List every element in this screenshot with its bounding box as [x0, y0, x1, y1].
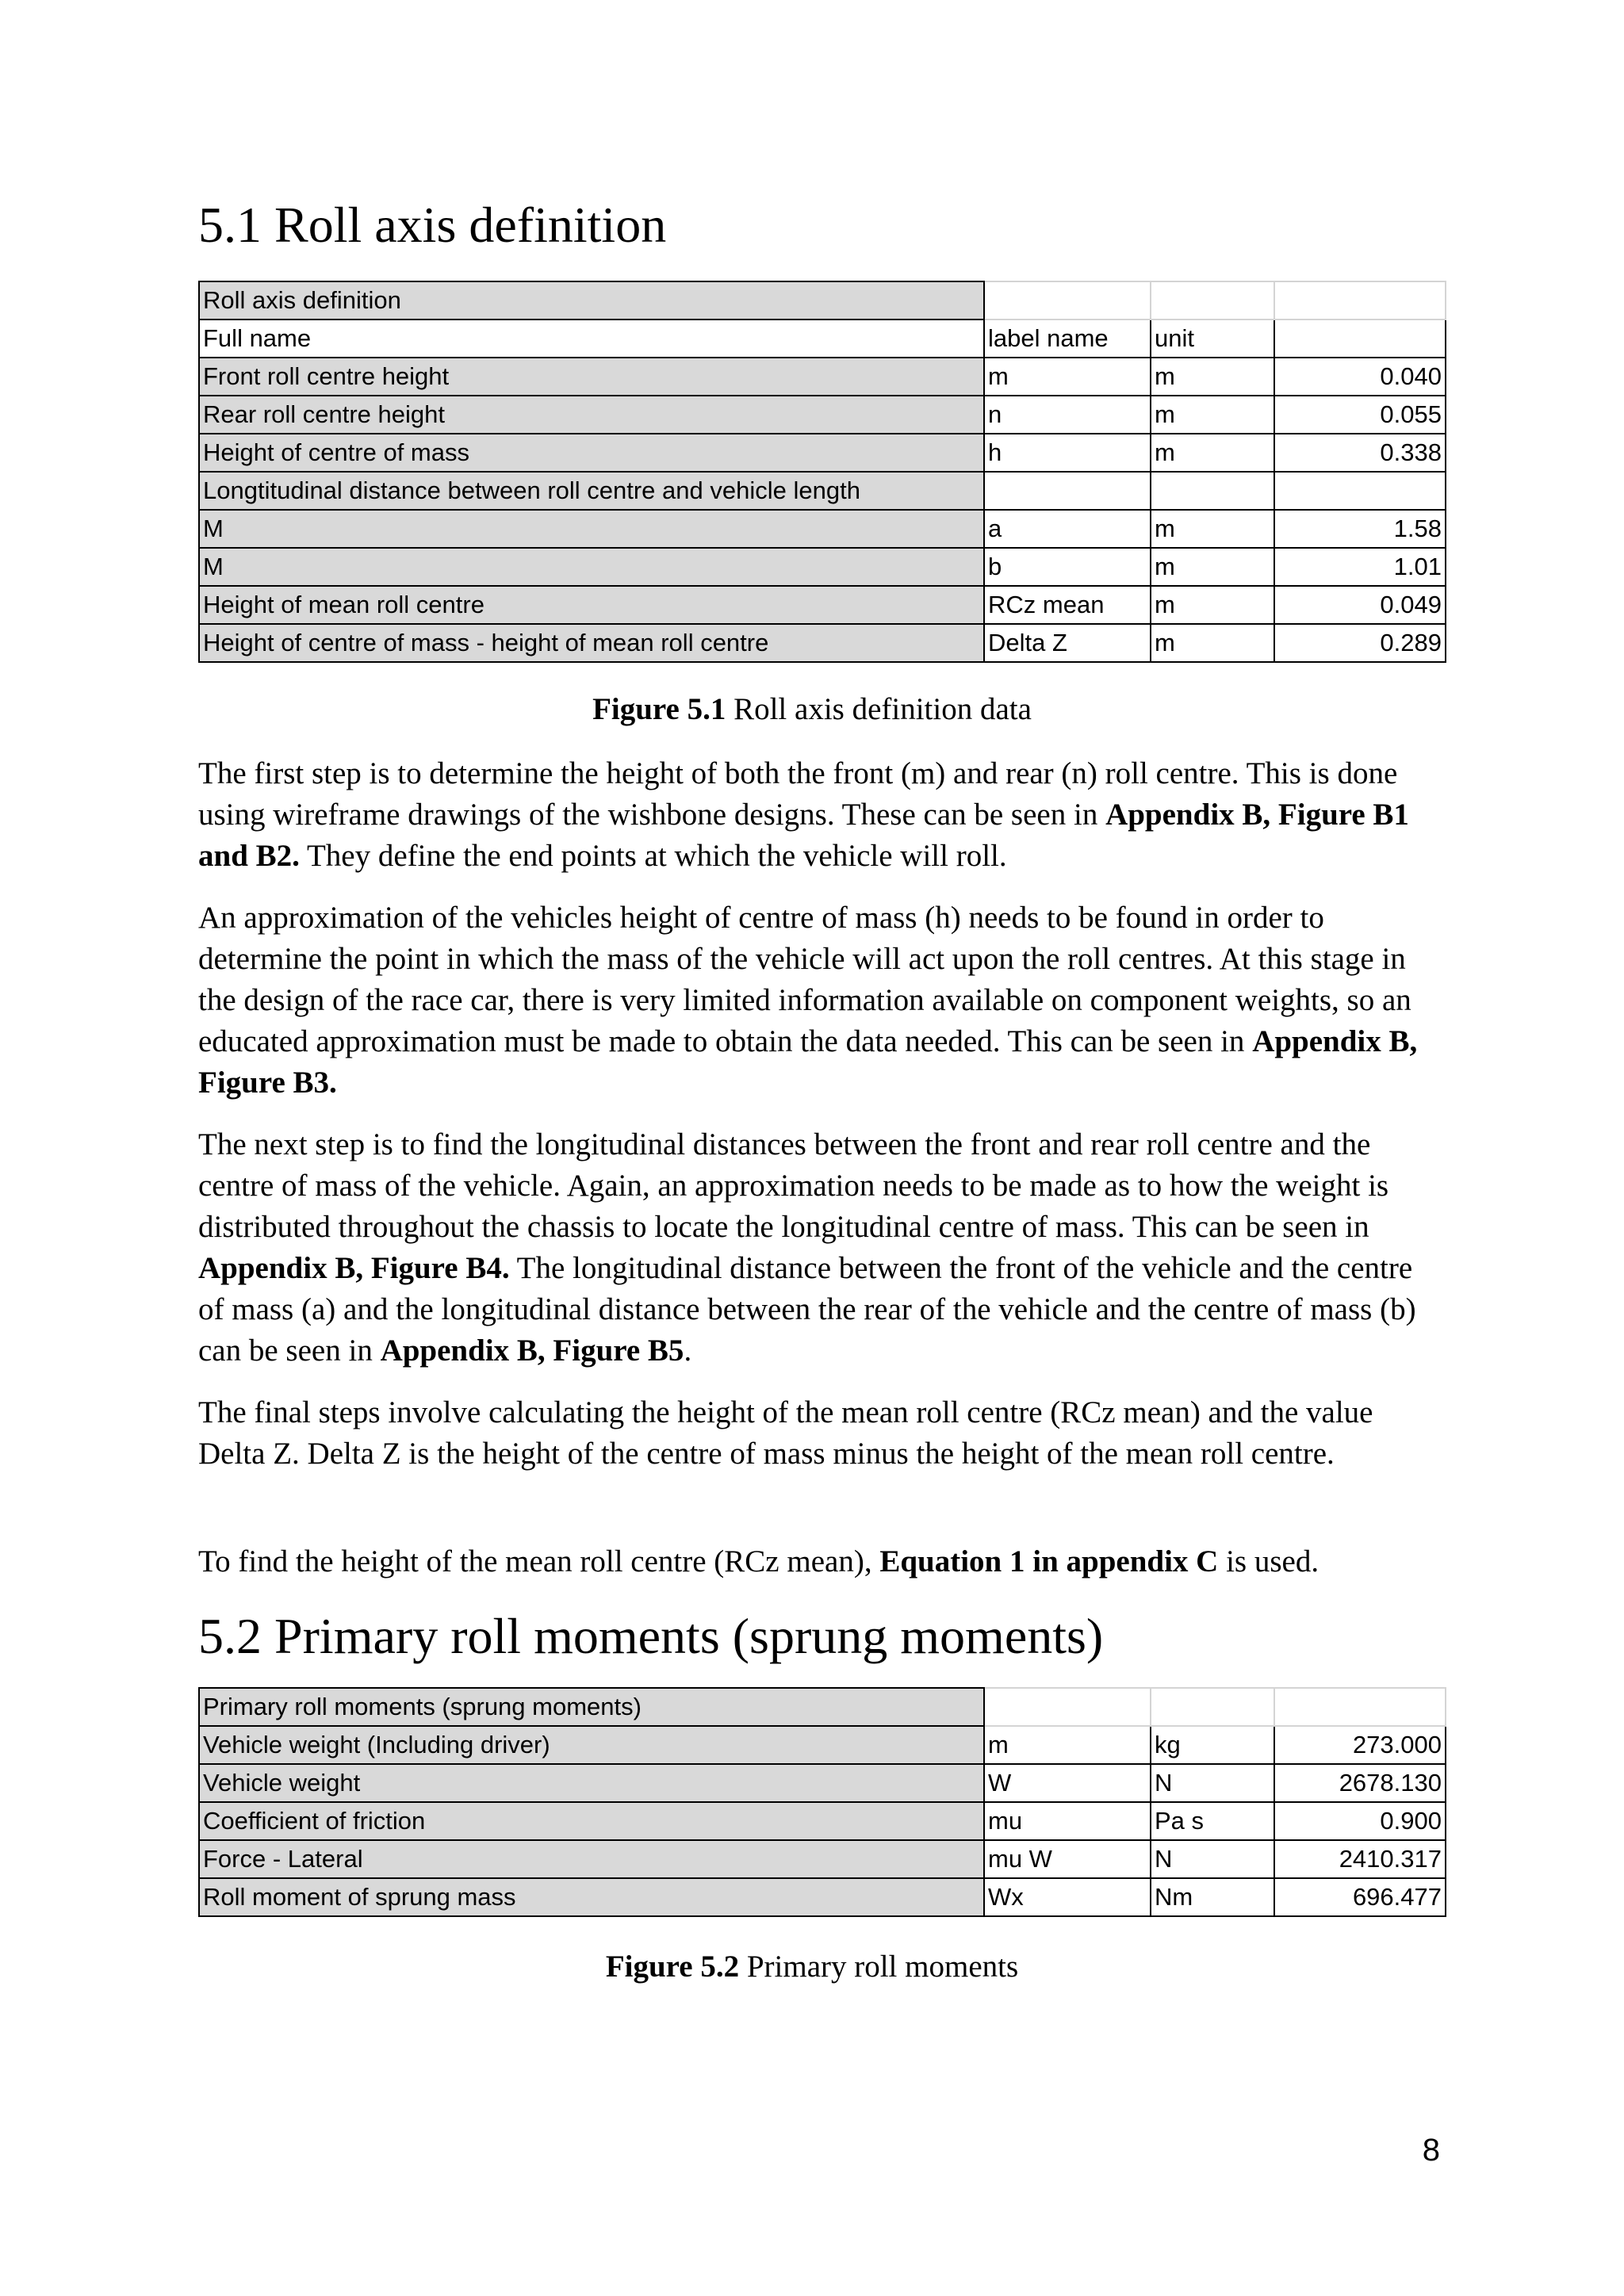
caption-text: Roll axis definition data: [726, 692, 1032, 726]
row-value: 2410.317: [1274, 1840, 1446, 1878]
primary-roll-moments-table: [198, 1687, 1446, 1917]
section-heading-primary-roll-moments: 5.2 Primary roll moments (sprung moments): [198, 1608, 1104, 1664]
row-unit: m: [1151, 548, 1274, 586]
table-row: [199, 1802, 1446, 1840]
empty-cell: [984, 281, 1151, 320]
table-row: [199, 624, 1446, 662]
row-unit: m: [1151, 396, 1274, 434]
caption-label: Figure 5.2: [605, 1950, 740, 1984]
row-label-name: a: [984, 510, 1151, 548]
table-row: [199, 1726, 1446, 1764]
header-full-name: Full name: [199, 320, 984, 358]
row-label-name: mu W: [984, 1840, 1151, 1878]
table-row: [199, 1840, 1446, 1878]
row-unit: N: [1151, 1764, 1274, 1802]
text-run: is used.: [1218, 1544, 1320, 1578]
row-label-name: Delta Z: [984, 624, 1151, 662]
empty-cell: [984, 1688, 1151, 1726]
row-unit: Nm: [1151, 1878, 1274, 1916]
paragraph-longitudinal-distance: [198, 1124, 1443, 1372]
table-row: [199, 396, 1446, 434]
row-value: 0.900: [1274, 1802, 1446, 1840]
header-unit: unit: [1151, 320, 1274, 358]
text-run: The final steps involve calculating the height of the mean roll centre (RCz mean) and the value Delta Z. Delta Z is the height of the centre of mass minus the height of the mean roll centre.: [198, 1395, 1373, 1471]
row-value: 1.01: [1274, 548, 1446, 586]
table-row: [199, 434, 1446, 472]
figure-caption-5-2: [0, 1949, 1624, 1984]
row-label-name: h: [984, 434, 1151, 472]
row-full-name: Coefficient of friction: [199, 1802, 984, 1840]
row-unit: kg: [1151, 1726, 1274, 1764]
figure-caption-5-1: [0, 691, 1624, 727]
table-row: [199, 1764, 1446, 1802]
empty-cell: [1151, 1688, 1274, 1726]
row-full-name: Vehicle weight: [199, 1764, 984, 1802]
row-unit: N: [1151, 1840, 1274, 1878]
header-value: [1274, 320, 1446, 358]
row-value: [1274, 472, 1446, 510]
row-full-name: M: [199, 510, 984, 548]
table-title: Primary roll moments (sprung moments): [199, 1688, 984, 1726]
paragraph-final-steps: [198, 1392, 1443, 1475]
empty-cell: [1274, 1688, 1446, 1726]
row-value: 2678.130: [1274, 1764, 1446, 1802]
table-row: [199, 548, 1446, 586]
text-run: The longitudinal distance between the front of the vehicle and the centre of mass (a) and the longitudinal distance between the rear of the vehicle and the centre of mass (b) can be seen in: [198, 1251, 1416, 1368]
row-full-name: Front roll centre height: [199, 358, 984, 396]
row-full-name: Roll moment of sprung mass: [199, 1878, 984, 1916]
table-row: [199, 358, 1446, 396]
row-full-name: Longtitudinal distance between roll centre and vehicle length: [199, 472, 984, 510]
row-full-name: Height of mean roll centre: [199, 586, 984, 624]
row-label-name: m: [984, 1726, 1151, 1764]
paragraph-mean-roll-centre: [198, 1541, 1443, 1582]
row-label-name: Wx: [984, 1878, 1151, 1916]
text-run: .: [684, 1334, 692, 1368]
empty-cell: [1151, 281, 1274, 320]
paragraph-centre-of-mass: [198, 897, 1443, 1104]
table-row: [199, 472, 1446, 510]
row-value: 0.049: [1274, 586, 1446, 624]
row-label-name: RCz mean: [984, 586, 1151, 624]
empty-cell: [1274, 281, 1446, 320]
row-label-name: m: [984, 358, 1151, 396]
row-full-name: Vehicle weight (Including driver): [199, 1726, 984, 1764]
row-unit: [1151, 472, 1274, 510]
row-value: 1.58: [1274, 510, 1446, 548]
row-full-name: Force - Lateral: [199, 1840, 984, 1878]
row-value: 0.289: [1274, 624, 1446, 662]
table-row: [199, 1878, 1446, 1916]
row-label-name: b: [984, 548, 1151, 586]
text-run: An approximation of the vehicles height of centre of mass (h) needs to be found in order to determine the point in which the mass of the vehicle will act upon the roll centres. At this stage in the design of the race car, there is very limited information available on component weights, so an educated approximation must be made to obtain the data needed. This can be seen in: [198, 901, 1411, 1058]
header-label-name: label name: [984, 320, 1151, 358]
row-full-name: Height of centre of mass - height of mean roll centre: [199, 624, 984, 662]
section-heading-roll-axis: 5.1 Roll axis definition: [198, 197, 667, 253]
row-unit: m: [1151, 624, 1274, 662]
table-row: [199, 586, 1446, 624]
table-title-row: [199, 1688, 1446, 1726]
table-title-row: [199, 281, 1446, 320]
row-label-name: mu: [984, 1802, 1151, 1840]
row-label-name: n: [984, 396, 1151, 434]
row-value: 273.000: [1274, 1726, 1446, 1764]
text-run: The next step is to find the longitudinal distances between the front and rear roll centre and the centre of mass of the vehicle. Again, an approximation needs to be made as to how the weight is distributed throughout the chassis to locate the longitudinal centre of mass. This can be seen in: [198, 1127, 1389, 1244]
bold-reference: Appendix B, Figure B1 and B2.: [198, 798, 1409, 873]
row-value: 0.040: [1274, 358, 1446, 396]
row-full-name: M: [199, 548, 984, 586]
table-header-row: [199, 320, 1446, 358]
row-value: 0.338: [1274, 434, 1446, 472]
roll-axis-table: [198, 281, 1446, 663]
row-unit: m: [1151, 434, 1274, 472]
row-unit: m: [1151, 586, 1274, 624]
row-label-name: W: [984, 1764, 1151, 1802]
bold-reference: Appendix B, Figure B5: [380, 1334, 684, 1368]
row-label-name: [984, 472, 1151, 510]
row-unit: Pa s: [1151, 1802, 1274, 1840]
row-value: 0.055: [1274, 396, 1446, 434]
paragraph-roll-centre-height: [198, 753, 1443, 877]
caption-label: Figure 5.1: [592, 692, 726, 726]
page-number: 8: [1422, 2133, 1440, 2168]
row-unit: m: [1151, 510, 1274, 548]
bold-reference: Appendix B, Figure B3.: [198, 1024, 1418, 1100]
row-full-name: Height of centre of mass: [199, 434, 984, 472]
row-unit: m: [1151, 358, 1274, 396]
row-value: 696.477: [1274, 1878, 1446, 1916]
row-full-name: Rear roll centre height: [199, 396, 984, 434]
text-run: They define the end points at which the vehicle will roll.: [299, 839, 1007, 873]
caption-text: Primary roll moments: [739, 1950, 1019, 1984]
bold-reference: Equation 1 in appendix C: [879, 1544, 1219, 1578]
bold-reference: Appendix B, Figure B4.: [198, 1251, 510, 1285]
text-run: To find the height of the mean roll centre (RCz mean),: [198, 1544, 880, 1578]
text-run: The first step is to determine the height of both the front (m) and rear (n) roll centre. This is done using wireframe drawings of the wishbone designs. These can be seen in: [198, 756, 1398, 832]
table-row: [199, 510, 1446, 548]
table-title: Roll axis definition: [199, 281, 984, 320]
